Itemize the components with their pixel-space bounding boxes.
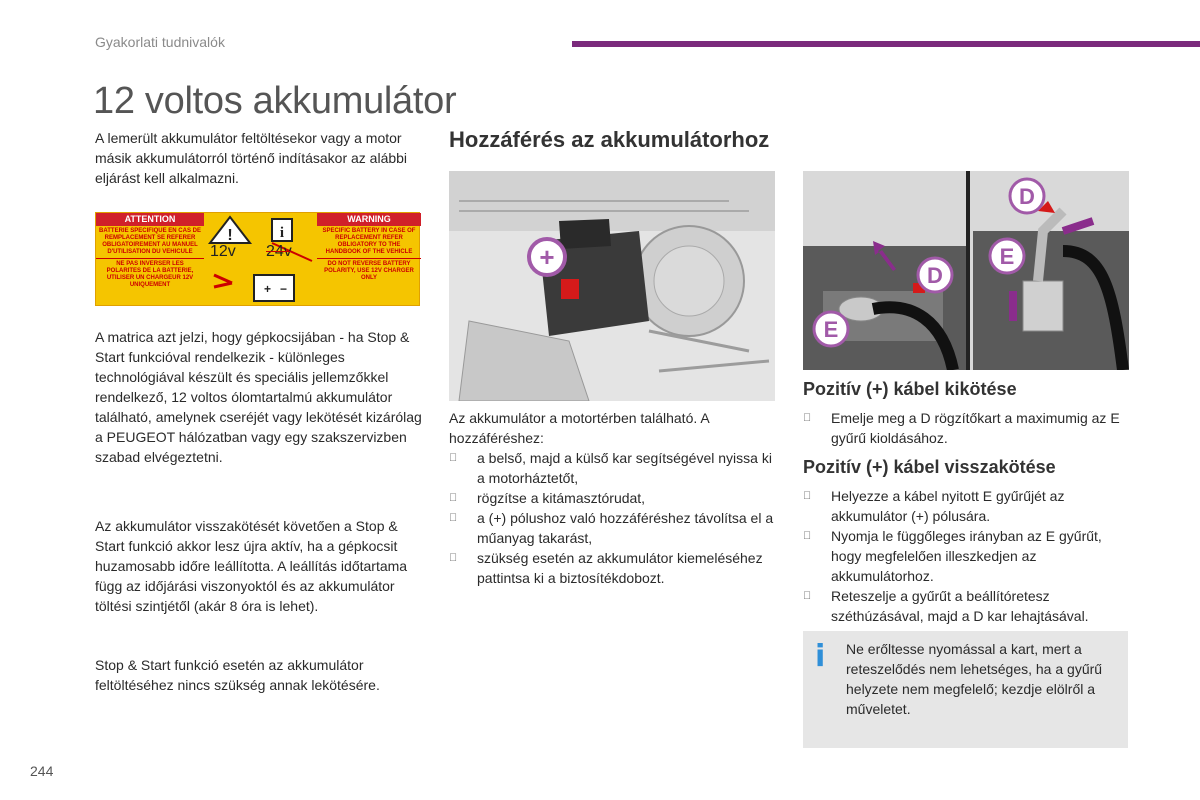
- bullet-icon: [803, 486, 811, 506]
- bullet-icon: [449, 508, 457, 528]
- warning-warning: DO NOT REVERSE BATTERY POLARITY, USE 12V CHARGER ONLY: [317, 258, 421, 284]
- list-item: a (+) pólushoz való hozzáféréshez távolítsa el a műanyag takarást,: [449, 508, 779, 548]
- positive-cable-reconnect-heading: Pozitív (+) kábel visszakötése: [803, 457, 1056, 477]
- svg-text:i: i: [279, 225, 285, 241]
- list-item: Reteszelje a gyűrűt a beállítóretesz széthúzásával, majd a D kar lehajtásával.: [803, 586, 1133, 626]
- attention-warning: NE PAS INVERSER LES POLARITES DE LA BATTERIE, UTILISER UN CHARGEUR 12V UNIQUEMENT: [96, 258, 204, 291]
- bullet-icon: [449, 448, 457, 468]
- disconnect-steps: [803, 408, 1133, 448]
- reconnect-paragraph: Az akkumulátor visszakötését követően a Stop & Start funkció akkor lesz újra aktív, ha a gépkocsit huzamosabb időre leállította. A leállítás időtartama függ az időjárási viszonyoktól és az akkumulátor töltési szintjétől (akár 8 óra is lehet).: [95, 518, 408, 614]
- svg-text:D: D: [1019, 184, 1035, 209]
- warning-heading: WARNING: [317, 213, 421, 226]
- info-box: [803, 631, 1128, 748]
- list-item: rögzítse a kitámasztórudat,: [449, 488, 779, 508]
- bullet-icon: [803, 526, 811, 546]
- engine-bay-illustration: [449, 171, 775, 401]
- stop-start-paragraph: A matrica azt jelzi, hogy gépkocsijában - ha Stop & Start funkcióval rendelkezik - különleges technológiával készült és speciális jellemzőkkel rendelkező, 12 voltos ólomtartalmú akkumulátor található, amelynek cseréjét vagy lekötését kizárólag a PEUGEOT hálózatban vagy egy szakszervizben szabad elvégeztetni.: [95, 329, 422, 465]
- label-e-left: [814, 312, 848, 346]
- intro-paragraph: A lemerült akkumulátor feltöltésekor vagy a motor másik akkumulátorról történő indításakor az alábbi eljárást kell alkalmazni.: [95, 130, 408, 186]
- header-accent-bar: [572, 41, 1200, 47]
- attention-text: BATTERIE SPECIFIQUE EN CAS DE REMPLACEMENT SE REFERER OBLIGATOIREMENT AU MANUEL D'UTILISATION DU VEHICULE: [99, 228, 201, 255]
- access-heading: Hozzáférés az akkumulátorhoz: [449, 127, 770, 152]
- svg-text:E: E: [823, 317, 839, 342]
- bullet-icon: [803, 586, 811, 606]
- charging-paragraph: Stop & Start funkció esetén az akkumulátor feltöltéséhez nincs szükség annak lekötésére.: [95, 657, 380, 693]
- list-item: Nyomja le függőleges irányban az E gyűrűt, hogy megfelelően illeszkedjen az akkumulátorhoz.: [803, 526, 1133, 586]
- label-d-right: [1010, 179, 1044, 213]
- battery-warning-label: [95, 212, 420, 306]
- bullet-icon: [449, 488, 457, 508]
- list-item: Helyezze a kábel nyitott E gyűrűjét az akkumulátor (+) pólusára.: [803, 486, 1133, 526]
- list-item: Emelje meg a D rögzítőkart a maximumig az E gyűrű kioldásához.: [803, 408, 1133, 448]
- attention-heading: ATTENTION: [96, 213, 204, 226]
- page-title: 12 voltos akkumulátor: [93, 80, 457, 122]
- access-instructions: [449, 408, 779, 588]
- info-text: Ne erőltesse nyomással a kart, mert a reteszelődés nem lehetséges, ha a gyűrű helyzete nem megfelelő; kezdje elölről a műveletet.: [846, 641, 1103, 717]
- list-item: a belső, majd a külső kar segítségével nyissa ki a motorháztetőt,: [449, 448, 779, 488]
- svg-text:+: +: [264, 282, 272, 296]
- bullet-icon: [803, 408, 811, 428]
- section-label: Gyakorlati tudnivalók: [95, 34, 225, 50]
- 24v-marking: 24v: [266, 243, 292, 260]
- positive-cable-disconnect-heading: Pozitív (+) kábel kikötése: [803, 379, 1017, 399]
- label-e-right: [990, 239, 1024, 273]
- svg-text:!: !: [227, 227, 233, 244]
- warning-pictograms: [204, 213, 317, 307]
- access-intro: Az akkumulátor a motortérben található. A hozzáféréshez:: [449, 410, 709, 446]
- list-item: szükség esetén az akkumulátor kiemeléséhez pattintsa ki a biztosítékdobozt.: [449, 548, 779, 588]
- svg-text:−: −: [280, 282, 288, 296]
- info-icon: i: [815, 639, 826, 674]
- label-d-left: [918, 258, 952, 292]
- bullet-icon: [449, 548, 457, 568]
- page-number: 244: [30, 763, 54, 779]
- plus-marker: +: [539, 242, 555, 272]
- svg-text:D: D: [927, 263, 943, 288]
- svg-text:E: E: [999, 244, 1015, 269]
- 12v-marking: 12v: [210, 243, 236, 260]
- reconnect-steps: [803, 486, 1133, 626]
- warning-text: SPECIFIC BATTERY IN CASE OF REPLACEMENT REFER OBLIGATORY TO THE HANDBOOK OF THE VEHICLE: [322, 228, 416, 255]
- battery-terminal-illustration: [803, 171, 1129, 370]
- access-steps-list: [449, 448, 779, 588]
